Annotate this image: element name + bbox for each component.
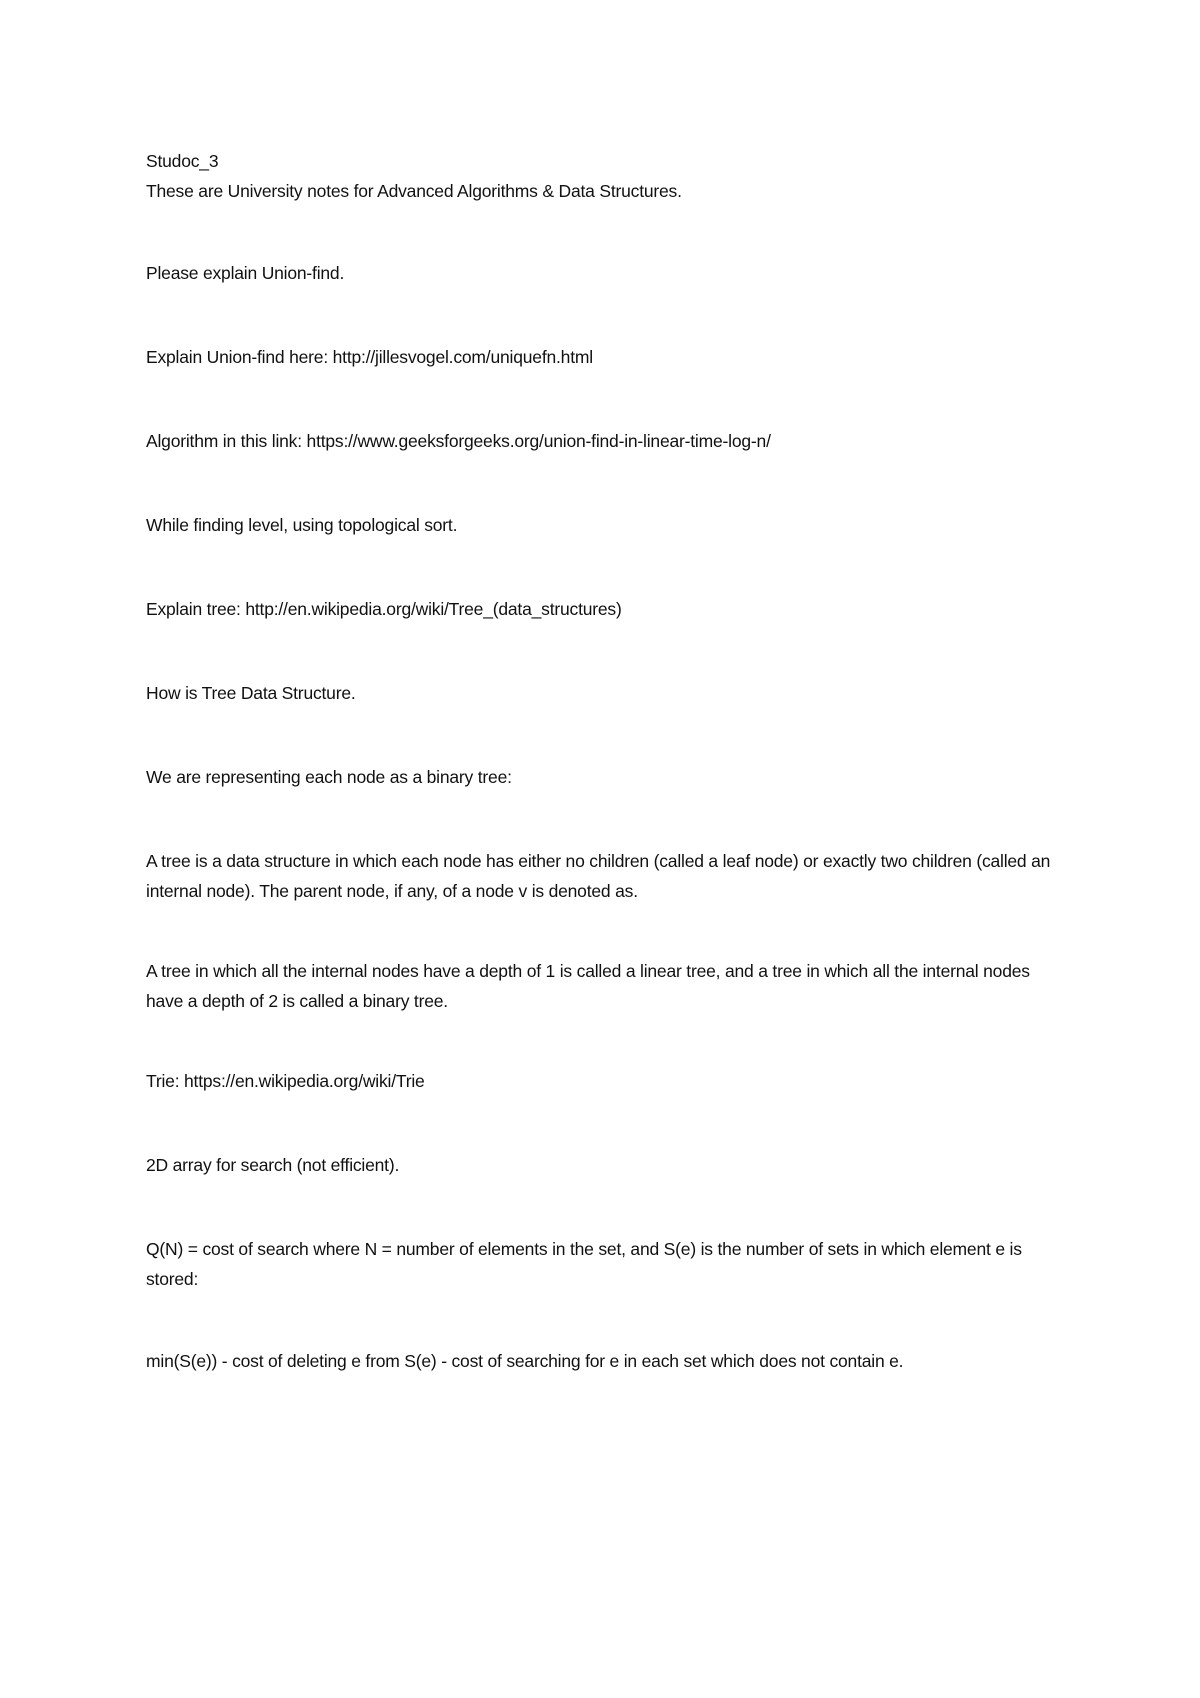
paragraph-union-find-link: Explain Union-find here: http://jillesvogel.com/uniquefn.html [146,347,593,367]
paragraph-binary-tree-representation: We are representing each node as a binary tree: [146,767,512,787]
paragraph-search-cost: Q(N) = cost of search where N = number of elements in the set, and S(e) is the number of sets in which element e is stored: [146,1239,1022,1289]
paragraph-trie-link: Trie: https://en.wikipedia.org/wiki/Trie [146,1071,425,1091]
paragraph-delete-cost: min(S(e)) - cost of deleting e from S(e) - cost of searching for e in each set which does not contain e. [146,1351,904,1371]
document-title: Studoc_3 [146,151,219,171]
paragraph-intro: These are University notes for Advanced Algorithms & Data Structures. [146,181,682,201]
paragraph-2d-array: 2D array for search (not efficient). [146,1155,400,1175]
paragraph-topological-sort: While finding level, using topological sort. [146,515,458,535]
paragraph-algorithm-link: Algorithm in this link: https://www.geeksforgeeks.org/union-find-in-linear-time-log-n/ [146,431,771,451]
paragraph-linear-binary-tree: A tree in which all the internal nodes have a depth of 1 is called a linear tree, and a tree in which all the internal nodes have a depth of 2 is called a binary tree. [146,961,1030,1011]
paragraph-tree-definition: A tree is a data structure in which each node has either no children (called a leaf node) or exactly two children (called an internal node). The parent node, if any, of a node v is denoted as. [146,851,1051,901]
paragraph-tree-question: How is Tree Data Structure. [146,683,356,703]
paragraph-union-find-request: Please explain Union-find. [146,263,345,283]
paragraph-tree-link: Explain tree: http://en.wikipedia.org/wiki/Tree_(data_structures) [146,599,622,619]
